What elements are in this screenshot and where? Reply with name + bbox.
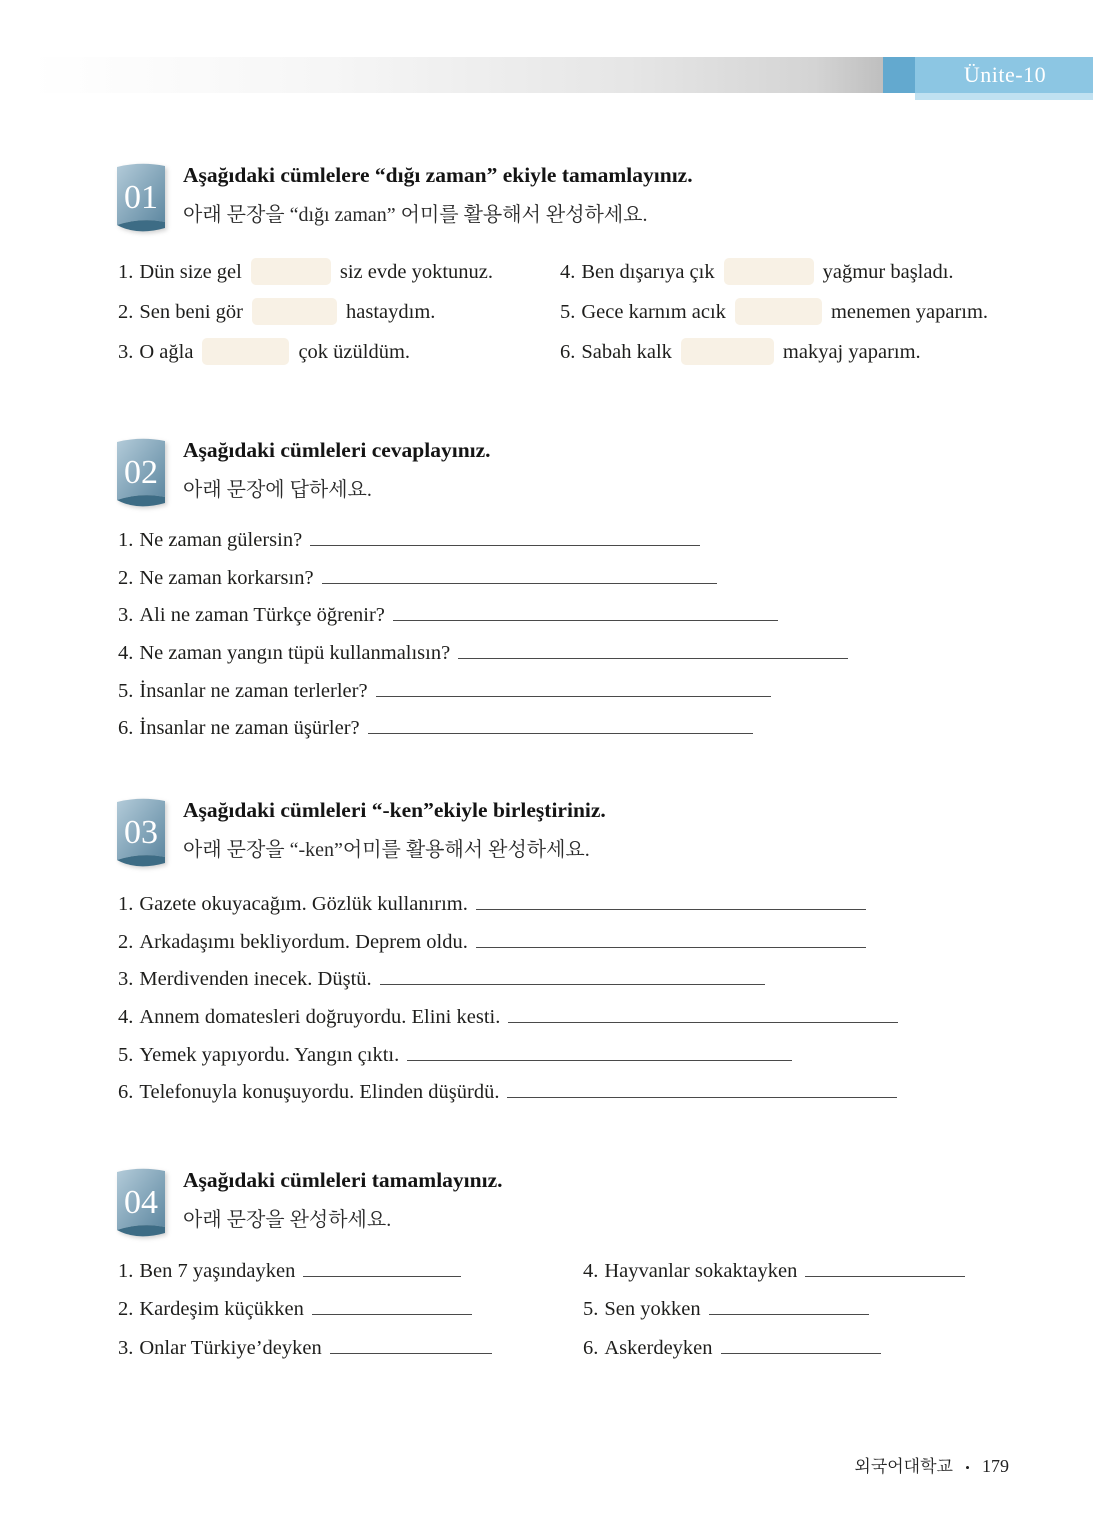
exercise-item [118, 560, 848, 598]
section-01-items-right [560, 252, 988, 372]
item-number: 6. [560, 341, 576, 363]
answer-line [805, 1260, 965, 1277]
answer-line [476, 893, 866, 910]
item-number: 4. [118, 642, 134, 665]
section-04-title-turkish: Aşağıdaki cümleleri tamamlayınız. [183, 1168, 503, 1192]
item-text-pre: O ağla [139, 341, 194, 363]
section-03-title-korean: 아래 문장을 “-ken”어미를 활용해서 완성하세요. [183, 839, 590, 861]
section-04-badge-ribbon-icon [112, 1163, 170, 1241]
fill-blank-box [252, 298, 337, 325]
footer-school: 외국어대학교 [854, 1457, 953, 1476]
answer-line [407, 1044, 792, 1061]
item-text-post: yağmur başladı. [822, 261, 954, 283]
fill-blank-box [681, 338, 774, 365]
section-02-badge-number: 02 [124, 454, 158, 491]
item-text-pre: Ben dışarıya çık [581, 261, 715, 283]
exercise-item [583, 1329, 965, 1367]
item-text: Telefonuyla konuşuyordu. Elinden düşürdü. [139, 1081, 500, 1104]
item-number: 1. [118, 529, 134, 551]
exercise-item [583, 1252, 965, 1290]
answer-line [368, 717, 753, 734]
item-number: 1. [118, 261, 134, 283]
item-number: 2. [118, 1298, 134, 1321]
item-text: Onlar Türkiye’deyken [139, 1336, 322, 1359]
item-text: Yemek yapıyordu. Yangın çıktı. [139, 1043, 400, 1066]
item-text: Askerdeyken [604, 1336, 713, 1359]
section-03-title-turkish: Aşağıdaki cümleleri “-ken”ekiyle birleştiriniz. [183, 798, 606, 822]
exercise-item [118, 1329, 492, 1367]
fill-blank-box [251, 258, 331, 285]
exercise-item [118, 886, 898, 924]
item-number: 3. [118, 604, 134, 627]
item-number: 5. [118, 679, 134, 702]
answer-line [303, 1260, 461, 1277]
item-text: Ne zaman yangın tüpü kullanmalısın? [139, 642, 451, 665]
item-text-post: çok üzüldüm. [298, 341, 411, 363]
item-number: 3. [118, 968, 134, 991]
item-text-pre: Dün size gel [139, 261, 242, 283]
section-01-title-turkish: Aşağıdaki cümlelere “dığı zaman” ekiyle tamamlayınız. [183, 163, 693, 187]
item-number: 2. [118, 566, 134, 589]
footer-bullet: • [965, 1460, 970, 1475]
section-03-badge-ribbon-icon [112, 793, 170, 871]
section-01-items-left [118, 252, 493, 372]
section-01-badge-ribbon-icon [112, 158, 170, 236]
fill-blank-box [735, 298, 822, 325]
section-04-items-left [118, 1252, 492, 1367]
footer [854, 1452, 1009, 1477]
item-number: 4. [560, 261, 576, 283]
item-number: 6. [118, 1081, 134, 1104]
item-text: Ben 7 yaşındayken [139, 1260, 296, 1282]
unit-label: Ünite-10 [963, 62, 1047, 87]
item-text: Ali ne zaman Türkçe öğrenir? [139, 604, 385, 627]
item-number: 5. [583, 1298, 599, 1321]
item-number: 4. [583, 1260, 599, 1282]
item-text: Kardeşim küçükken [139, 1298, 304, 1321]
item-text-pre: Sen beni gör [139, 301, 243, 323]
answer-line [310, 529, 700, 546]
item-text-post: siz evde yoktunuz. [339, 261, 493, 283]
exercise-item [583, 1290, 965, 1328]
exercise-item [118, 673, 848, 711]
item-number: 2. [118, 301, 134, 323]
exercise-item [118, 1037, 898, 1075]
answer-line [476, 931, 866, 948]
item-number: 6. [118, 717, 134, 740]
item-text: Ne zaman korkarsın? [139, 566, 314, 589]
section-03-items [118, 886, 898, 1112]
item-text: Arkadaşımı bekliyordum. Deprem oldu. [139, 930, 468, 953]
exercise-item [118, 1252, 492, 1290]
item-number: 5. [560, 301, 576, 323]
exercise-item [118, 252, 493, 292]
exercise-item [118, 522, 848, 560]
section-02-title-korean: 아래 문장에 답하세요. [183, 479, 372, 501]
item-text: Sen yokken [604, 1298, 701, 1321]
item-text-post: makyaj yaparım. [782, 341, 921, 363]
item-text-post: menemen yaparım. [830, 301, 989, 323]
answer-line [393, 604, 778, 621]
section-02-title-turkish: Aşağıdaki cümleleri cevaplayınız. [183, 438, 491, 462]
header-gradient-bar [30, 57, 883, 93]
item-text: Ne zaman gülersin? [139, 529, 303, 551]
section-04-items-right [583, 1252, 965, 1367]
section-04-badge-number: 04 [124, 1184, 158, 1221]
item-text: Gazete okuyacağım. Gözlük kullanırım. [139, 893, 468, 915]
answer-line [709, 1298, 869, 1315]
fill-blank-box [724, 258, 814, 285]
item-text: Annem domatesleri doğruyordu. Elini kesti. [139, 1006, 501, 1029]
unit-tab-fold [883, 57, 915, 93]
item-text: İnsanlar ne zaman üşürler? [139, 717, 360, 740]
answer-line [312, 1298, 472, 1315]
section-01-title-korean: 아래 문장을 “dığı zaman” 어미를 활용해서 완성하세요. [183, 204, 648, 226]
answer-line [330, 1337, 492, 1354]
item-text-post: hastaydım. [346, 301, 436, 323]
item-text-pre: Gece karnım acık [581, 301, 726, 323]
item-text: Hayvanlar sokaktayken [604, 1260, 798, 1282]
answer-line [376, 680, 771, 697]
unit-tab-underline [915, 93, 1093, 100]
footer-page-number: 179 [982, 1456, 1009, 1476]
exercise-item [560, 292, 988, 332]
answer-line [507, 1081, 897, 1098]
exercise-item [118, 961, 898, 999]
answer-line [458, 642, 848, 659]
item-text-pre: Sabah kalk [581, 341, 672, 363]
exercise-item [118, 1074, 898, 1112]
item-number: 3. [118, 1336, 134, 1359]
item-number: 5. [118, 1043, 134, 1066]
answer-line [508, 1006, 898, 1023]
item-text: Merdivenden inecek. Düştü. [139, 968, 372, 991]
exercise-item [560, 332, 988, 372]
item-number: 3. [118, 341, 134, 363]
exercise-item [118, 332, 493, 372]
exercise-item [118, 999, 898, 1037]
answer-line [380, 968, 765, 985]
exercise-item [118, 924, 898, 962]
section-03-badge-number: 03 [124, 814, 158, 851]
fill-blank-box [202, 338, 289, 365]
exercise-item [118, 1290, 492, 1328]
item-number: 2. [118, 930, 134, 953]
item-number: 4. [118, 1006, 134, 1029]
section-01-badge-number: 01 [124, 179, 158, 216]
item-number: 1. [118, 1260, 134, 1282]
section-02-badge-ribbon-icon [112, 433, 170, 511]
exercise-item [118, 635, 848, 673]
section-04-title-korean: 아래 문장을 완성하세요. [183, 1209, 392, 1231]
exercise-item [560, 252, 988, 292]
item-text: İnsanlar ne zaman terlerler? [139, 679, 368, 702]
item-number: 6. [583, 1336, 599, 1359]
answer-line [322, 567, 717, 584]
section-02-items [118, 522, 848, 748]
exercise-item [118, 710, 848, 748]
item-number: 1. [118, 893, 134, 915]
exercise-item [118, 597, 848, 635]
answer-line [721, 1337, 881, 1354]
exercise-item [118, 292, 493, 332]
